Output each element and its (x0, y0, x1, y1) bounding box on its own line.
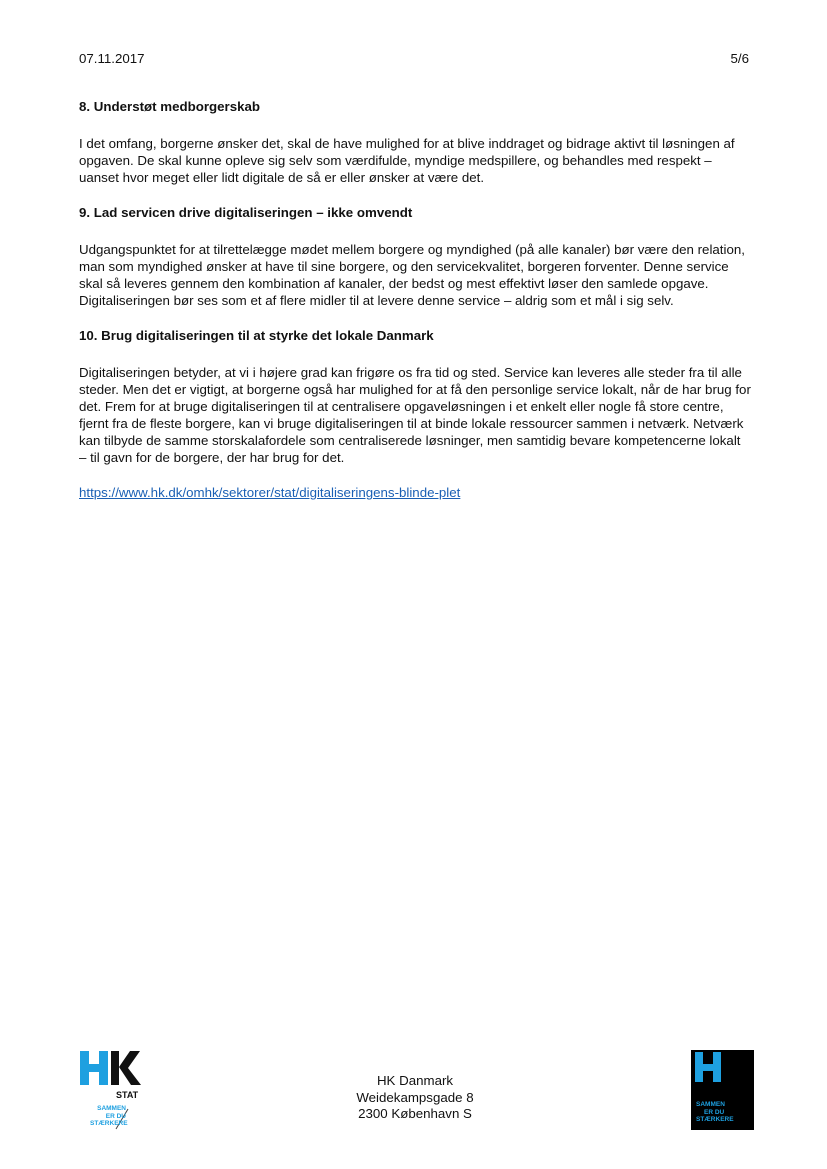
hk-stat-logo (78, 1049, 144, 1131)
section-8 (79, 98, 751, 186)
logo-tagline (90, 1105, 126, 1128)
header-date: 07.11.2017 (79, 51, 145, 66)
footer-address (300, 1073, 530, 1123)
footer-line: Weidekampsgade 8 (356, 1089, 474, 1105)
tagline-line: STÆRKERE (90, 1120, 128, 1127)
tagline-line: STÆRKERE (696, 1116, 734, 1123)
logo-tagline (696, 1101, 734, 1124)
section-heading: 9. Lad servicen drive digitaliseringen – ikke omvendt (79, 205, 413, 220)
source-link[interactable]: https://www.hk.dk/omhk/sektorer/stat/digitaliseringens-blinde-plet (79, 485, 461, 500)
section-9 (79, 204, 751, 309)
footer-line: HK Danmark (376, 1073, 454, 1088)
tagline-line: SAMMEN (97, 1105, 126, 1112)
tagline-line: SAMMEN (696, 1101, 725, 1108)
footer-line: 2300 København S (358, 1106, 472, 1121)
section-heading: 10. Brug digitaliseringen til at styrke det lokale Danmark (79, 328, 434, 343)
section-paragraph: Digitaliseringen betyder, at vi i højere grad kan frigøre os fra tid og sted. Service kan leveres alle steder fra til alle steder. Men det er vigtigt, at borgerne også har mulighed for at få den personlige service lokalt, når de har brug for det. Frem for at bruge digitaliseringen til at centralisere opgaveløsningen i et enkelt eller nogle få store centre, fjernt fra de fleste borgere, kan vi bruge digitaliseringen til at binde lokale ressourcer sammen i netværk. Netværk kan tilbyde de samme storskalafordele som centraliserede løsninger, men samtidig bevare kompetencerne lokalt – til gavn for de borgere, der har brug for det. (79, 365, 751, 465)
section-paragraph: I det omfang, borgerne ønsker det, skal de have mulighed for at blive inddraget og bidrage aktivt til løsningen af opgaven. De skal kunne opleve sig selv som værdifulde, myndige medspillere, og behandles med respekt – uanset hvor meget eller lidt digitale de så er eller ønsker at være det. (79, 136, 735, 185)
document-body (79, 98, 751, 501)
section-10 (79, 327, 751, 466)
tagline-line: ER DU (704, 1108, 725, 1116)
tagline-line: ER DU (105, 1112, 126, 1120)
hk-sammen-logo (691, 1050, 754, 1130)
section-heading: 8. Understøt medborgerskab (79, 99, 261, 114)
section-paragraph: Udgangspunktet for at tilrettelægge mødet mellem borgere og myndighed (på alle kanaler) bør være den relation, man som myndighed ønsker at have til sine borgere, og den servicekvalitet, borgeren forventer. Denne service skal så leveres gennem den kombination af kanaler, der bedst og mest effektivt løser den samlede opgave. Digitaliseringen bør ses som et af flere midler til at levere denne service – aldrig som et mål i sig selv. (79, 242, 745, 308)
logo-sub: STAT (116, 1090, 139, 1100)
page-number: 5/6 (730, 51, 749, 66)
